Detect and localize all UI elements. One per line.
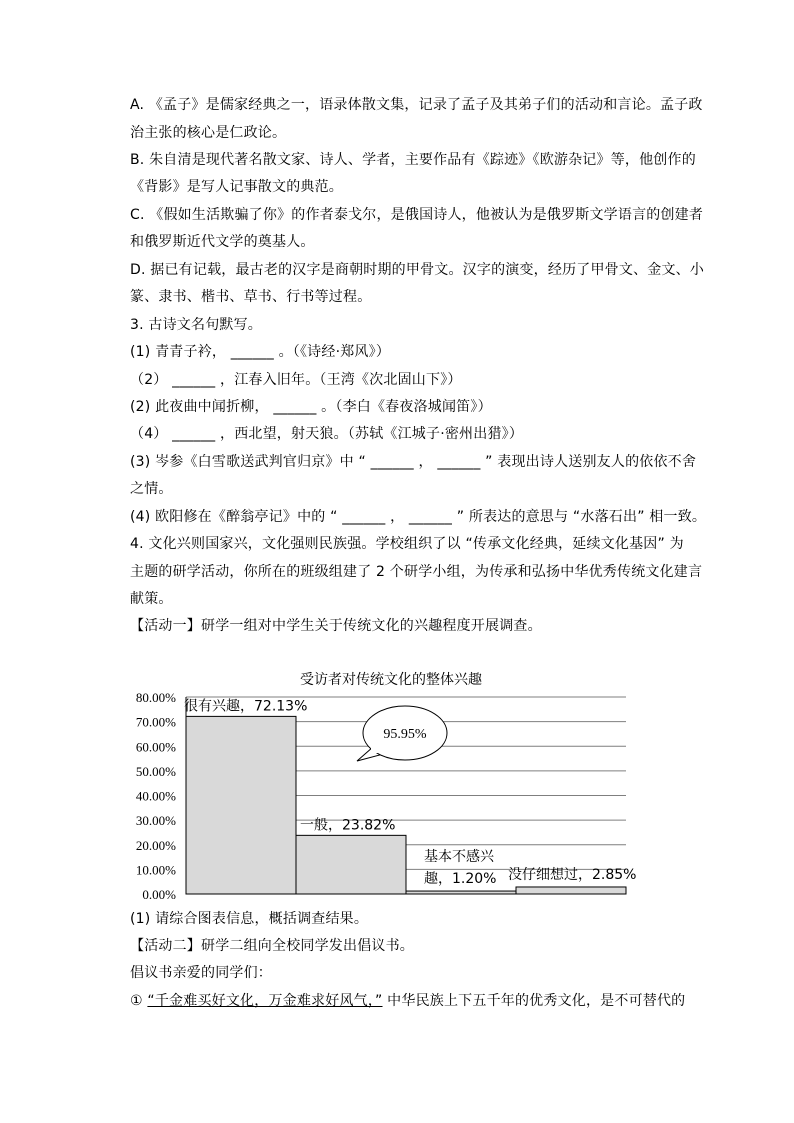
option-b-line2: 《背影》是写人记事散文的典范。 — [130, 179, 343, 195]
paragraph-number: ① — [130, 993, 148, 1009]
y-tick-label: 0.00% — [142, 887, 176, 902]
y-tick-label: 40.00% — [135, 788, 176, 804]
question-3-item-2: （2） ______ ，江春入旧年。（王湾《次北固山下》） — [130, 372, 462, 388]
question-4-line2: 主题的研学活动，你所在的班级组建了 2 个研学小组，为传承和弘扬中华优秀传统文化建言 — [130, 564, 703, 580]
question-3-item-1: (1) 青青子衿， ______ 。（《诗经·郑风》） — [130, 344, 391, 360]
y-tick-label: 70.00% — [135, 714, 176, 730]
option-c-line1: C. 《假如生活欺骗了你》的作者泰戈尔，是俄国诗人，他被认为是俄罗斯文学语言的创建者 — [130, 207, 704, 223]
question-3-item-3: (2) 此夜曲中闻折柳， ______ 。（李白《春夜洛城闻笛》） — [130, 399, 492, 415]
paragraph-text: 中华民族上下五千年的优秀文化，是不可替代的 — [382, 993, 686, 1009]
activity-2-heading: 【活动二】研学二组向全校同学发出倡议书。 — [130, 938, 414, 954]
option-a-line1: A. 《孟子》是儒家经典之一，语录体散文集，记录了孟子及其弟子们的活动和言论。孟子政 — [130, 97, 703, 113]
sub-question-1: (1) 请综合图表信息，概括调查结果。 — [130, 911, 369, 927]
bar-很有兴趣 — [186, 716, 296, 894]
option-b-line1: B. 朱自清是现代著名散文家、诗人、学者，主要作品有《踪迹》《欧游杂记》等，他创作的 — [130, 152, 696, 168]
option-d-line1: D. 据已有记载，最古老的汉字是商朝时期的甲骨文。汉字的演变，经历了甲骨文、金文、小 — [130, 262, 705, 278]
underlined-quote: “千金难买好文化，万金难求好风气，” — [147, 993, 383, 1009]
question-3-item-5-cont: 之情。 — [130, 481, 173, 497]
question-4-line1: 4. 文化兴则国家兴，文化强则民族强。学校组织了以 “传承文化经典，延续文化基因” 为 — [130, 536, 684, 552]
chart-title: 受访者对传统文化的整体兴趣 — [300, 672, 482, 688]
y-tick-label: 80.00% — [135, 690, 176, 705]
option-a-line2: 治主张的核心是仁政论。 — [130, 125, 287, 141]
option-c-line2: 和俄罗斯近代文学的奠基人。 — [130, 234, 315, 250]
data-label: 基本不感兴趣，1.20% — [424, 849, 497, 888]
y-tick-label: 30.00% — [135, 813, 176, 829]
question-4-line3: 献策。 — [130, 591, 173, 607]
callout-value: 95.95% — [383, 727, 427, 742]
data-label: 一般，23.82% — [300, 817, 396, 834]
y-tick-label: 60.00% — [135, 739, 176, 755]
activity-1-heading: 【活动一】研学一组对中学生关于传统文化的兴趣程度开展调查。 — [130, 618, 542, 634]
bar-基本不感兴趣 — [406, 891, 516, 894]
option-d-line2: 篆、隶书、楷书、草书、行书等过程。 — [130, 289, 372, 305]
bar-一般 — [296, 835, 406, 894]
y-tick-label: 20.00% — [135, 837, 176, 853]
callout-join-mask — [371, 743, 391, 753]
y-tick-label: 50.00% — [135, 763, 176, 779]
data-label: 很有兴趣，72.13% — [184, 698, 308, 715]
letter-paragraph-1 — [130, 991, 700, 1011]
question-3-item-5: (3) 岑参《白雪歌送武判官归京》中 “ ______ ， ______ ” 表现出诗人送别友人的依依不舍 — [130, 454, 697, 470]
letter-greeting: 倡议书亲爱的同学们： — [130, 965, 272, 981]
data-label: 没仔细想过，2.85% — [508, 866, 637, 883]
y-tick-label: 10.00% — [135, 862, 176, 878]
bar-没仔细想过 — [516, 887, 626, 894]
question-3-heading: 3. 古诗文名句默写。 — [130, 317, 263, 333]
question-3-item-4: （4） ______ ，西北望，射天狼。（苏轼《江城子·密州出猎》） — [130, 426, 524, 442]
question-3-item-6: (4) 欧阳修在《醉翁亭记》中的 “ ______ ， ______ ” 所表达的意思与 “水落石出” 相一致。 — [130, 509, 707, 525]
